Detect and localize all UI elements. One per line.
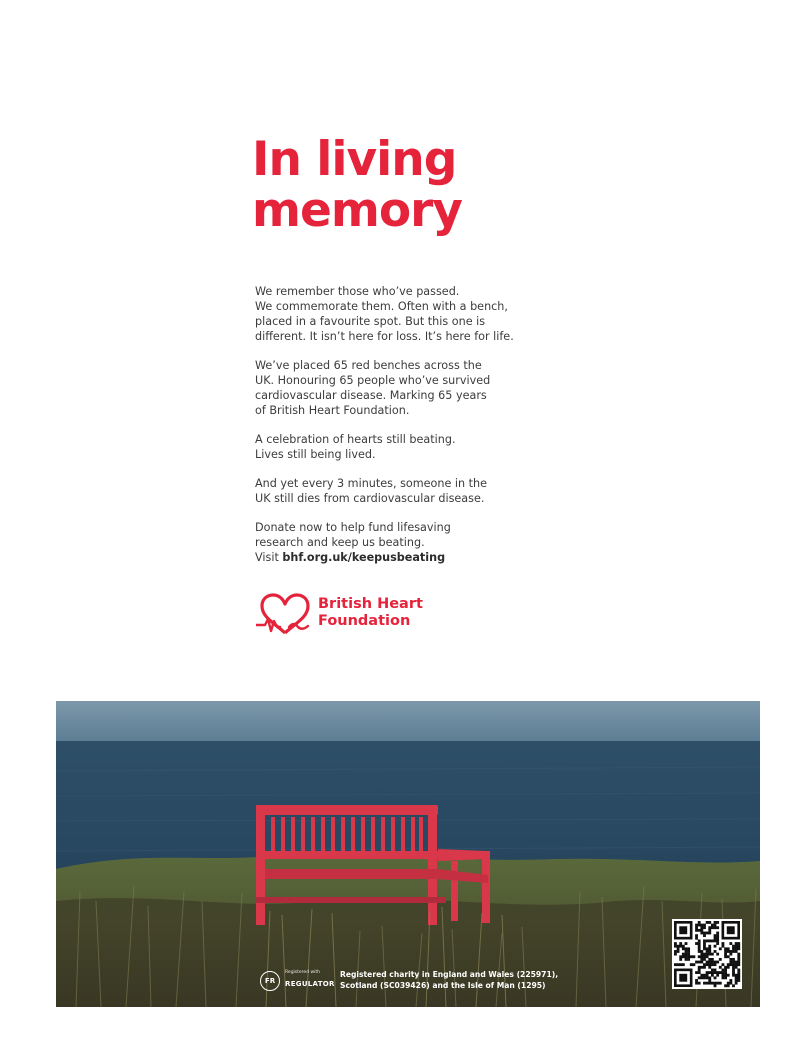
fr-regulator-label: REGULATOR: [285, 980, 335, 988]
paragraph-4: And yet every 3 minutes, someone in the UK still dies from cardiovascular disease.: [255, 477, 488, 505]
donate-text: Donate now to help fund lifesaving research and keep us beating.: [255, 521, 451, 549]
bench-landscape-image: [56, 701, 760, 1007]
fundraising-regulator-icon: FR: [260, 971, 280, 991]
red-bench-photo: [56, 701, 760, 1007]
paragraph-3: A celebration of hearts still beating. Lives still being lived.: [255, 433, 456, 461]
logo-line-1: British Heart: [318, 596, 423, 612]
visit-prefix: Visit: [255, 551, 283, 564]
logo-line-2: Foundation: [318, 613, 411, 629]
paragraph-1: We remember those who’ve passed. We commemorate them. Often with a bench, placed in a favourite spot. But this one is different. It isn’t here for loss. It’s here for life.: [255, 285, 514, 343]
charity-line-2: Scotland (SC039426) and the Isle of Man (1295): [340, 981, 546, 990]
fr-registered-label: Registered with: [285, 970, 321, 975]
headline-line-2: memory: [252, 183, 462, 238]
paragraph-5: [255, 520, 555, 565]
charity-registration: [340, 969, 558, 991]
qr-code-icon[interactable]: [672, 919, 742, 989]
headline: [252, 134, 572, 236]
heart-ecg-icon: [256, 591, 314, 639]
logo-wordmark: [318, 596, 423, 630]
charity-line-1: Registered charity in England and Wales (225971),: [340, 970, 559, 979]
headline-line-1: In living: [252, 132, 457, 187]
body-copy: [255, 284, 555, 579]
donation-url-link[interactable]: bhf.org.uk/keepusbeating: [282, 551, 446, 564]
paragraph-2: We’ve placed 65 red benches across the UK. Honouring 65 people who’ve survived cardiovascular disease. Marking 65 years of British Heart Foundation.: [255, 359, 491, 417]
bhf-logo[interactable]: [256, 591, 436, 639]
